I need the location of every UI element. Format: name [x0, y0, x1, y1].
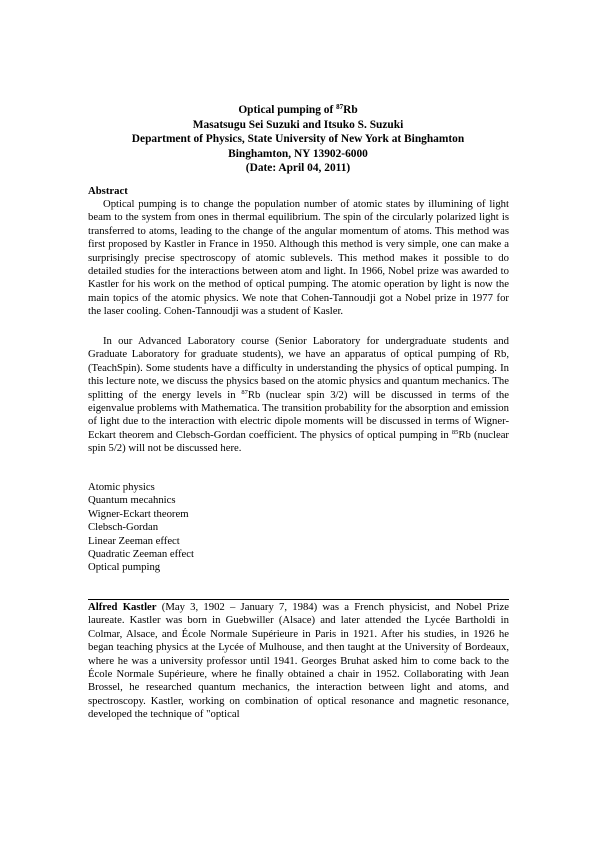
footnote-name: Alfred Kastler	[88, 601, 157, 613]
footnote-divider	[88, 599, 509, 600]
abstract-paragraph-2: In our Advanced Laboratory course (Senior Laboratory for undergraduate students and Graduate Laboratory for graduate students), we have an apparatus of optical pumping of Rb, (TeachSpin). Some students have a difficulty in understanding the physics of optical pumping. In this lecture note, we discuss the physics based on the atomic physics and quantum mechanics. The splitting of the energy levels in $^{87}$Rb (nuclear spin 3/2) will be discussed in terms of the eigenvalue problems with Mathematica. The transition probability for the absorption and emission of light due to the interaction with electric dipole moments will be discussed in terms of Wigner-Eckart theorem and Clebsch-Gordan coefficient. The physics of optical pumping in $^{85}$Rb (nuclear spin 5/2) will not be discussed here.	[88, 335, 509, 455]
authors: Masatsugu Sei Suzuki and Itsuko S. Suzuki	[192, 118, 404, 131]
keyword-item: Clebsch-Gordan	[88, 521, 159, 534]
keyword-item: Wigner-Eckart theorem	[88, 507, 189, 520]
keyword-item: Atomic physics	[88, 481, 155, 493]
isotope-superscript: 85	[451, 428, 459, 436]
isotope-superscript: 87	[336, 103, 344, 111]
abstract-heading: Abstract	[88, 185, 128, 197]
keyword-item: Optical pumping	[88, 561, 161, 574]
department: Department of Physics, State University of New York at Binghamton	[131, 133, 465, 146]
abstract-paragraph-1: Optical pumping is to change the population number of atomic states by illumining of light beam to the system from ones in thermal equilibrium. The spin of the circularly polarized light is transferred to atoms, leading to the change of the angular momentum of atoms. This method was first proposed by Kastler in France in 1950. Although this method is very simple, one can make a surprisingly precise spectroscopy of atomic sublevels. This method makes it possible to do detailed studies for the interactions between atom and light. In 1966, Nobel prize was awarded to Kastler for his work on the method of optical pumping. The atomic operation by light is now the main topics of the atomic physics. We note that Cohen-Tannoudji got a Nobel prize in 1977 for the laser cooling. Cohen-Tannoudji was a student of Kasler.	[88, 198, 509, 318]
keyword-item: Linear Zeeman effect	[88, 534, 180, 547]
address: Binghamton, NY 13902-6000	[228, 147, 368, 160]
footnote	[88, 601, 509, 722]
footnote-text: (May 3, 1902 – January 7, 1984) was a French physicist, and Nobel Prize laureate. Kastler was born in Guebwiller (Alsace) and later attended the Lycée Bartholdi in Colmar, Alsace, and École Normale Supérieure in Paris in 1921. After his studies, in 1926 he began teaching physics at the Lycée of Mulhouse, and then taught at the University of Bordeaux, where he was a university professor until 1941. Georges Bruhat asked him to come back to the École Normale Supérieure, where he finally obtained a chair in 1952. Collaborating with Jean Brossel, he researched quantum mechanics, the interaction between light and atoms, and spectroscopy. Kastler, working on combination of optical resonance and magnetic resonance, developed the technique of "optical	[88, 601, 509, 721]
keyword-item: Quadratic Zeeman effect	[88, 548, 195, 561]
date: (Date: April 04, 2011)	[245, 162, 351, 175]
title-block	[88, 103, 508, 176]
paper-title: Optical pumping of $^{87}$Rb	[238, 103, 358, 116]
isotope-superscript: 87	[241, 388, 248, 396]
keyword-list	[88, 481, 194, 575]
keyword-item: Quantum mecahnics	[88, 494, 176, 507]
